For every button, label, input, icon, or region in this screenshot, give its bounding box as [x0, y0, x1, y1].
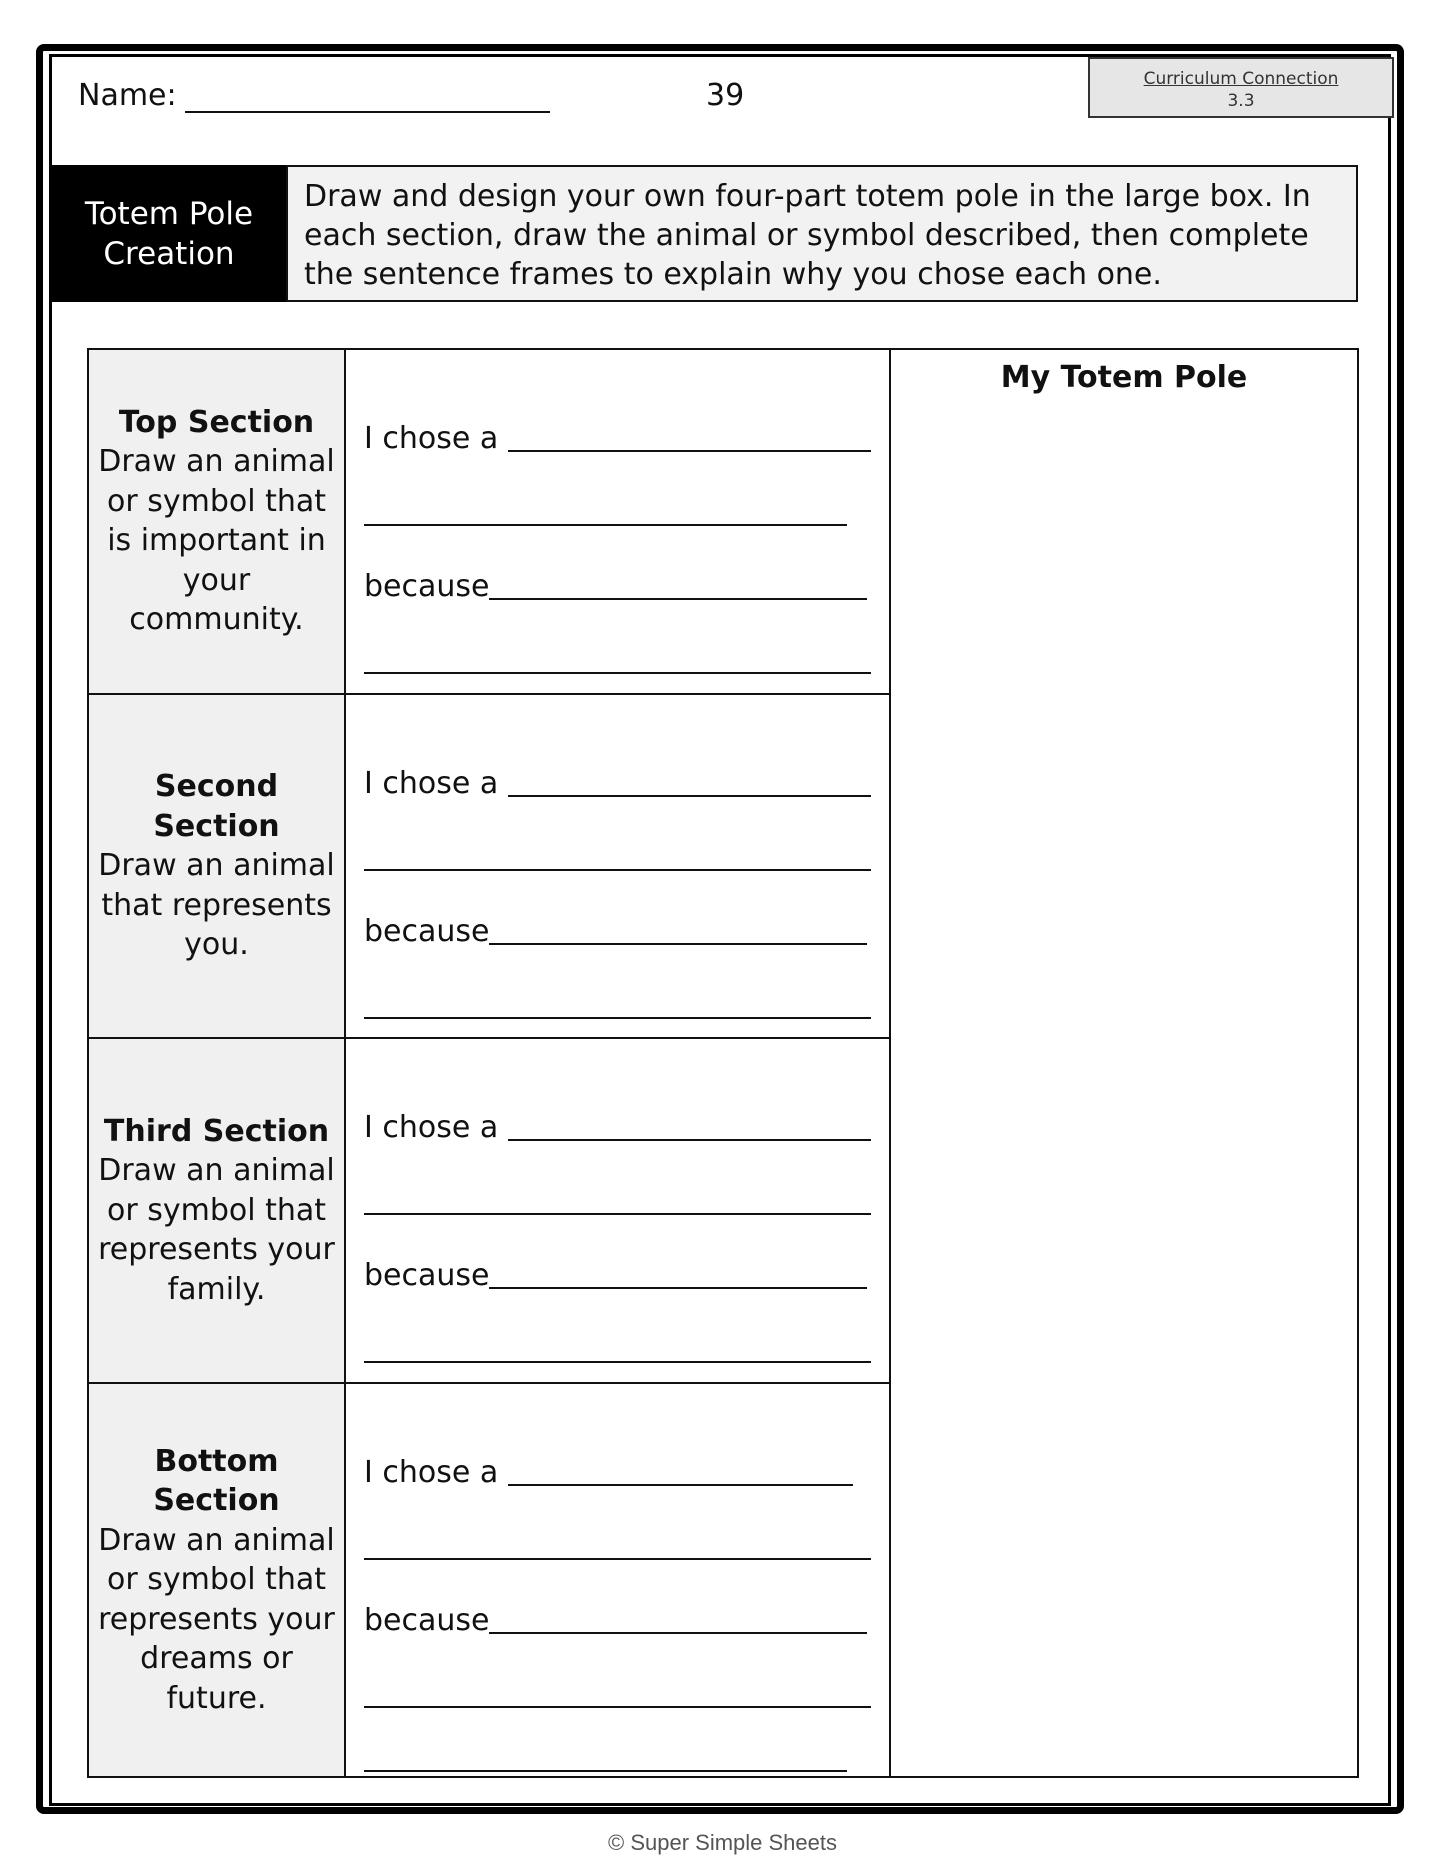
- chose-frame[interactable]: [364, 382, 871, 456]
- page-number: 39: [706, 78, 745, 113]
- sections-column: [89, 350, 891, 1776]
- answer-line[interactable]: [364, 494, 847, 526]
- answer-line[interactable]: [364, 987, 871, 1019]
- section-row-bottom: [89, 1384, 891, 1776]
- blank-frame[interactable]: [364, 604, 871, 678]
- answer-line[interactable]: [508, 1454, 853, 1486]
- section-description: Draw an animal or symbol that represents your dreams or future.: [98, 1522, 335, 1716]
- sentence-frames: [346, 1039, 891, 1382]
- footer-copyright: © Super Simple Sheets: [608, 1830, 837, 1855]
- activity-instructions: Draw and design your own four-part totem pole in the large box. In each section, draw the animal or symbol described, then complete the sentence frames to explain why you chose each one.: [286, 165, 1358, 302]
- section-description: Draw an animal or symbol that represents your family.: [98, 1153, 335, 1307]
- section-row-third: [89, 1039, 891, 1384]
- blank-frame[interactable]: [364, 1293, 871, 1367]
- answer-line[interactable]: [508, 420, 871, 452]
- activity-label-line: Creation: [103, 235, 235, 272]
- because-frame[interactable]: [364, 1564, 871, 1638]
- because-label: because: [364, 1258, 490, 1294]
- section-title: Third Section: [103, 1113, 330, 1149]
- section-title: Top Section: [118, 404, 315, 440]
- section-prompt: [89, 695, 346, 1038]
- blank-frame[interactable]: [364, 1638, 871, 1712]
- blank-frame[interactable]: [364, 801, 871, 875]
- answer-line[interactable]: [489, 568, 867, 600]
- totem-worksheet-grid: [87, 348, 1359, 1778]
- answer-line[interactable]: [364, 1331, 871, 1363]
- answer-line[interactable]: [508, 765, 871, 797]
- section-title: Second Section: [153, 769, 280, 844]
- sentence-frames: [346, 350, 891, 693]
- section-prompt: [89, 1384, 346, 1776]
- name-field: [78, 78, 550, 113]
- chose-label: I chose a: [364, 1455, 508, 1491]
- because-label: because: [364, 569, 490, 604]
- curriculum-connection-box: [1088, 57, 1394, 118]
- blank-frame[interactable]: [364, 949, 871, 1023]
- because-frame[interactable]: [364, 530, 871, 604]
- curriculum-title: Curriculum Connection: [1143, 69, 1339, 89]
- because-frame[interactable]: [364, 1219, 871, 1293]
- sentence-frames: [346, 695, 891, 1038]
- answer-line[interactable]: [364, 642, 871, 674]
- section-row-top: [89, 350, 891, 695]
- section-prompt: [89, 350, 346, 693]
- answer-line[interactable]: [364, 839, 871, 871]
- answer-line[interactable]: [489, 1257, 867, 1289]
- activity-header: [52, 165, 1358, 302]
- answer-line[interactable]: [508, 1109, 871, 1141]
- drawing-box-title: My Totem Pole: [1000, 360, 1248, 395]
- blank-frame[interactable]: [364, 1490, 871, 1564]
- activity-label-line: Totem Pole: [84, 195, 254, 232]
- chose-frame[interactable]: [364, 1416, 871, 1490]
- chose-label: I chose a: [364, 421, 508, 456]
- sentence-frames: [346, 1384, 891, 1776]
- chose-frame[interactable]: [364, 1071, 871, 1145]
- name-blank[interactable]: [185, 83, 550, 113]
- section-description: Draw an animal or symbol that is important in your community.: [98, 444, 335, 638]
- blank-frame[interactable]: [364, 1145, 871, 1219]
- section-title: Bottom Section: [153, 1443, 280, 1519]
- answer-line[interactable]: [364, 1740, 847, 1772]
- chose-frame[interactable]: [364, 727, 871, 801]
- answer-line[interactable]: [364, 1528, 871, 1560]
- answer-line[interactable]: [364, 1676, 871, 1708]
- blank-frame[interactable]: [364, 456, 871, 530]
- section-prompt: [89, 1039, 346, 1382]
- answer-line[interactable]: [489, 913, 867, 945]
- section-row-second: [89, 695, 891, 1040]
- blank-frame[interactable]: [364, 1712, 871, 1776]
- because-frame[interactable]: [364, 875, 871, 949]
- chose-label: I chose a: [364, 765, 508, 801]
- name-label: Name:: [78, 78, 177, 113]
- activity-label: [52, 165, 286, 302]
- because-label: because: [364, 1603, 490, 1639]
- because-label: because: [364, 913, 490, 949]
- answer-line[interactable]: [489, 1602, 867, 1634]
- section-description: Draw an animal that represents you.: [98, 848, 335, 963]
- answer-line[interactable]: [364, 1183, 871, 1215]
- curriculum-code: 3.3: [1227, 91, 1255, 111]
- drawing-box[interactable]: [891, 350, 1357, 1776]
- chose-label: I chose a: [364, 1110, 508, 1146]
